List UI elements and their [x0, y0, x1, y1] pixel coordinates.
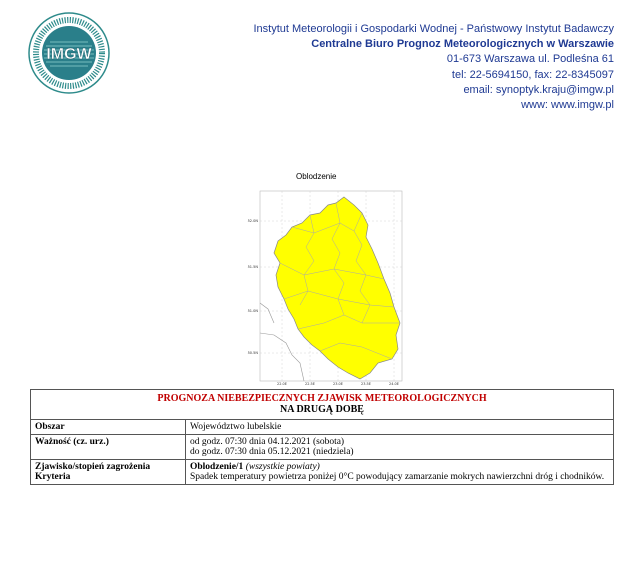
- y-tick-2: 51.5N: [247, 265, 258, 269]
- phone-fax: tel: 22-5694150, fax: 22-8345097: [451, 68, 614, 81]
- validity-label-cell: [31, 435, 186, 460]
- x-tick-5: 24.0E: [388, 382, 400, 386]
- warning-map: [244, 183, 412, 388]
- y-tick-3: 51.0N: [247, 309, 258, 313]
- heading-subtitle: NA DRUGĄ DOBĘ: [280, 404, 364, 415]
- x-tick-3: 23.0E: [332, 382, 344, 386]
- phenomenon-label-cell: [31, 460, 186, 485]
- forecast-table: [30, 389, 614, 485]
- table-row: [31, 460, 614, 485]
- area-label-cell: [31, 420, 186, 435]
- phenomenon-value-cell: [186, 460, 614, 485]
- institute-name: Instytut Meteorologii i Gospodarki Wodnej - Państwowy Instytut Badawczy: [253, 23, 614, 35]
- phenomenon-scope: (wszystkie powiaty): [245, 462, 320, 472]
- table-row: [31, 435, 614, 460]
- bureau-name: Centralne Biuro Prognoz Meteorologicznych w Warszawie: [311, 38, 614, 51]
- map-title: Oblodzenie: [296, 172, 337, 181]
- website: www: www.imgw.pl: [521, 99, 614, 112]
- address: 01-673 Warszawa ul. Podleśna 61: [446, 53, 614, 66]
- phenomenon-value: Oblodzenie/1: [190, 462, 244, 472]
- validity-value-cell: [186, 435, 614, 460]
- heading-title: PROGNOZA NIEBEZPIECZNYCH ZJAWISK METEOROLOGICZNYCH: [157, 393, 487, 404]
- imgw-logo: [28, 12, 110, 94]
- x-tick-1: 22.0E: [276, 382, 288, 386]
- table-heading-row: [31, 390, 614, 420]
- logo-text: IMGW: [46, 46, 92, 63]
- x-tick-2: 22.5E: [304, 382, 316, 386]
- x-tick-4: 23.5E: [360, 382, 372, 386]
- area-value-cell: [186, 420, 614, 435]
- area-value: Województwo lubelskie: [190, 422, 282, 432]
- table-row: [31, 420, 614, 435]
- criteria-label: Kryteria: [35, 472, 71, 482]
- validity-to: do godz. 07:30 dnia 05.12.2021 (niedziela): [190, 447, 354, 457]
- validity-from: od godz. 07:30 dnia 04.12.2021 (sobota): [190, 437, 345, 447]
- area-label: Obszar: [35, 422, 65, 432]
- phenomenon-label: Zjawisko/stopień zagrożenia: [35, 462, 151, 472]
- y-tick-4: 50.5N: [247, 351, 258, 355]
- institute-header: [253, 22, 614, 113]
- criteria-value: Spadek temperatury powietrza poniżej 0°C powodujący zamarzanie mokrych nawierzchni dróg i chodników.: [190, 472, 605, 482]
- y-tick-1: 52.0N: [247, 219, 258, 223]
- email: email: synoptyk.kraju@imgw.pl: [463, 83, 614, 96]
- table-heading: [31, 390, 614, 420]
- validity-label: Ważność (cz. urz.): [35, 437, 109, 447]
